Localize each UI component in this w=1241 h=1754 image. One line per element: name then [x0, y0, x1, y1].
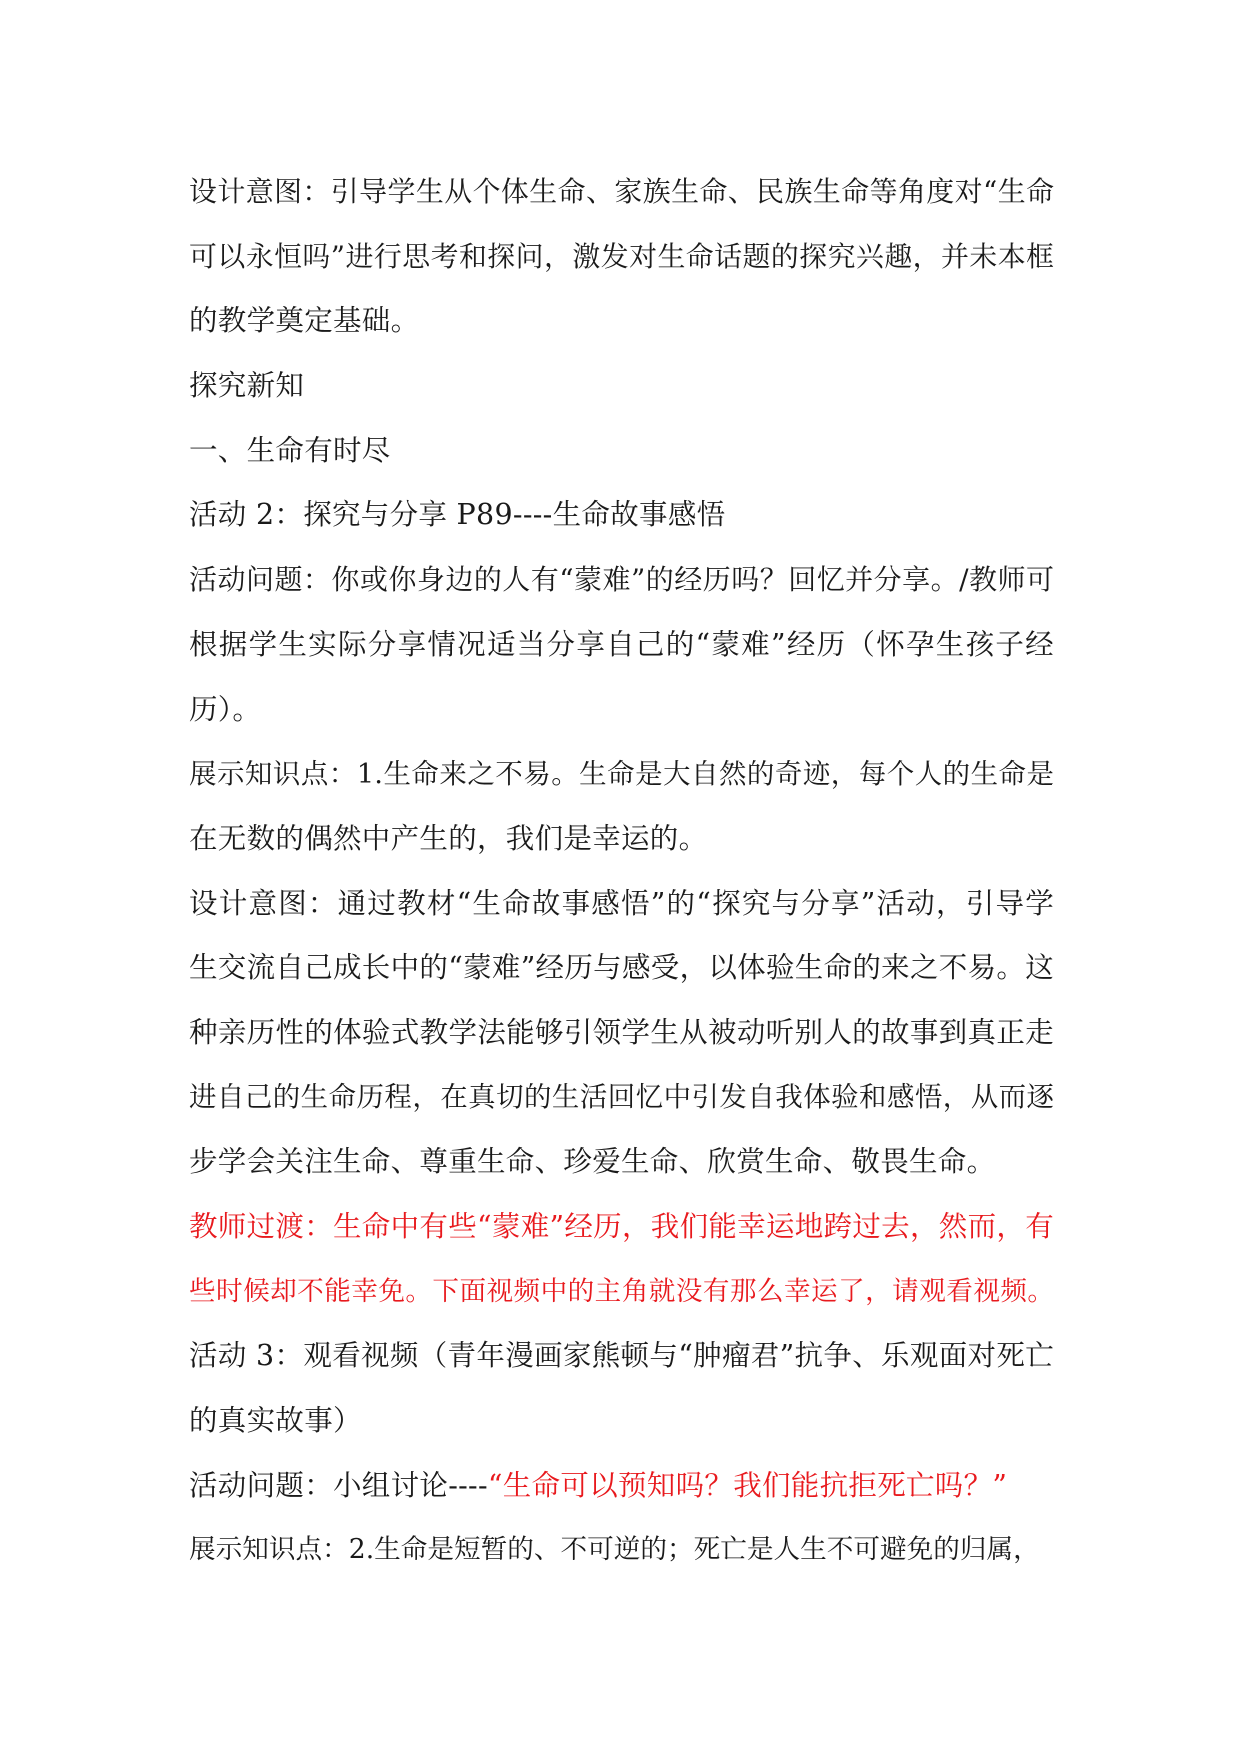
paragraph-line: 种亲历性的体验式教学法能够引领学生从被动听别人的故事到真正走	[189, 1015, 1054, 1049]
document-body	[189, 160, 1054, 1583]
paragraph-line: 步学会关注生命、尊重生命、珍爱生命、欣赏生命、敬畏生命。	[189, 1145, 996, 1179]
paragraph-line: 的教学奠定基础。	[189, 304, 420, 338]
paragraph-line: 可以永恒吗”进行思考和探问，激发对生命话题的探究兴趣，并未本框	[189, 239, 1054, 273]
activity-question-prefix: 活动问题：小组讨论----	[189, 1468, 488, 1502]
paragraph-line: 展示知识点：1.生命来之不易。生命是大自然的奇迹，每个人的生命是	[189, 758, 1054, 791]
teacher-transition-line: 些时候却不能幸免。下面视频中的主角就没有那么幸运了，请观看视频。	[189, 1275, 1054, 1307]
paragraph-line: 活动问题：你或你身边的人有“蒙难”的经历吗？回忆并分享。/教师可	[189, 563, 1054, 597]
paragraph-line: 生交流自己成长中的“蒙难”经历与感受，以体验生命的来之不易。这	[189, 951, 1054, 985]
paragraph-line: 设计意图：通过教材“生命故事感悟”的“探究与分享”活动，引导学	[189, 886, 1054, 920]
knowledge-point-line: 展示知识点：2.生命是短暂的、不可逆的；死亡是人生不可避免的归属，	[189, 1534, 1040, 1566]
activity-question-highlight: “生命可以预知吗？我们能抗拒死亡吗？”	[487, 1468, 1008, 1502]
paragraph-line: 根据学生实际分享情况适当分享自己的“蒙难”经历（怀孕生孩子经	[189, 627, 1054, 661]
subsection-heading: 一、生命有时尽	[189, 433, 391, 467]
activity-question-line	[189, 1454, 1054, 1519]
paragraph-line: 设计意图：引导学生从个体生命、家族生命、民族生命等角度对“生命	[189, 175, 1054, 208]
activity-title: 活动 3：观看视频（青年漫画家熊顿与“肿瘤君”抗争、乐观面对死亡	[189, 1339, 1054, 1373]
section-heading: 探究新知	[189, 369, 305, 403]
activity-title: 活动 2：探究与分享 P89----生命故事感悟	[189, 498, 726, 532]
teacher-transition-line: 教师过渡：生命中有些“蒙难”经历，我们能幸运地跨过去，然而，有	[189, 1210, 1054, 1243]
paragraph-line: 在无数的偶然中产生的，我们是幸运的。	[189, 821, 708, 855]
paragraph-line: 历）。	[189, 692, 262, 726]
paragraph-line: 的真实故事）	[189, 1404, 362, 1438]
paragraph-line: 进自己的生命历程，在真切的生活回忆中引发自我体验和感悟，从而逐	[189, 1081, 1054, 1113]
